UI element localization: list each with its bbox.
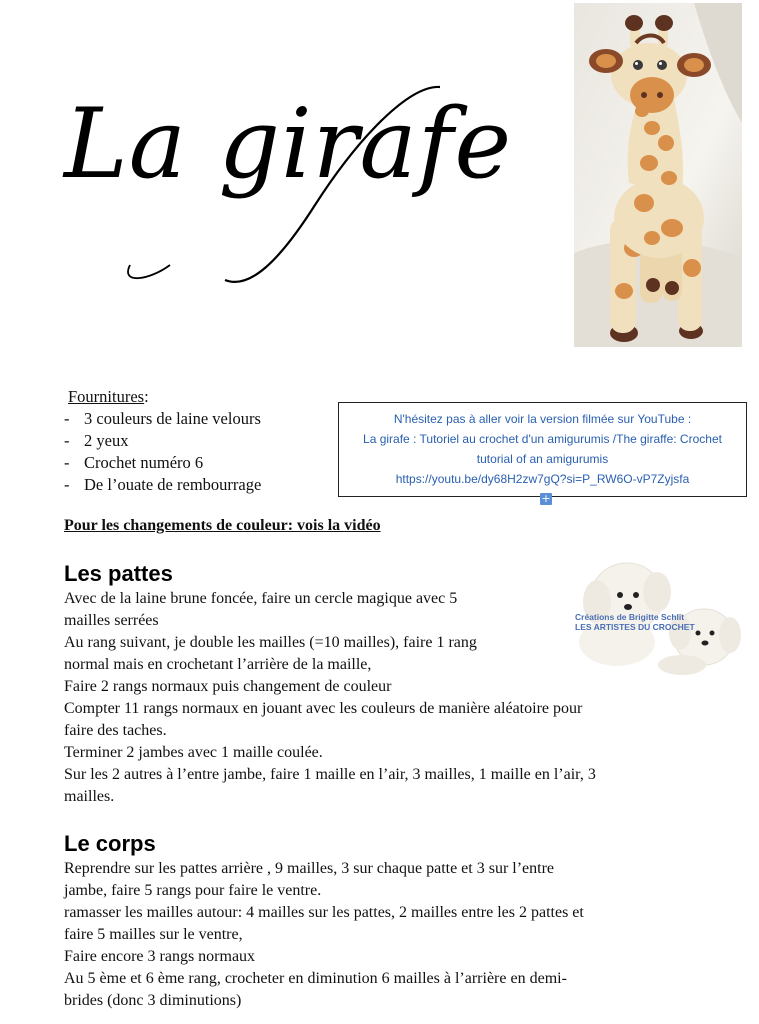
bullet-dash: - [64, 409, 70, 428]
youtube-title-text[interactable]: La girafe : Tutoriel au crochet d'un amigurumis /The giraffe: Crochet tutorial of an amigurumis [363, 432, 722, 466]
section-body-corps [64, 858, 584, 1012]
paragraph-line: Reprendre sur les pattes arrière , 9 mailles, 3 sur chaque patte et 3 sur l’entre [64, 860, 555, 877]
supply-item-label: De l’ouate de rembourrage [84, 475, 262, 494]
paragraph-line: jambe, faire 5 rangs pour faire le ventre. [64, 882, 322, 899]
supplies-heading-line [64, 386, 261, 408]
badge-line-2: LES ARTISTES DU CROCHET [575, 622, 695, 632]
paragraph-line: Terminer 2 jambes avec 1 maille coulée. [64, 744, 323, 761]
title-swash-decoration [110, 75, 470, 305]
paragraph-line: mailles. [64, 788, 115, 805]
bullet-dash: - [64, 431, 70, 450]
paragraph-line: normal mais en crochetant l’arrière de la maille, [64, 656, 372, 673]
supply-item-label: Crochet numéro 6 [84, 453, 204, 472]
list-item [64, 408, 261, 430]
paragraph-line: Avec de la laine brune foncée, faire un cercle magique avec 5 [64, 590, 458, 607]
supply-item-label: 3 couleurs de laine velours [84, 409, 261, 428]
paragraph-line: faire 5 mailles sur le ventre, [64, 926, 243, 943]
youtube-link[interactable]: https://youtu.be/dy68H2zw7gQ?si=P_RW6O-vP7Zyjsfa [395, 472, 690, 486]
paragraph-line: faire des taches. [64, 722, 167, 739]
supplies-heading-colon: : [144, 387, 149, 406]
paragraph-line: Faire 2 rangs normaux puis changement de couleur [64, 678, 392, 695]
section-title-pattes: Les pattes [64, 561, 173, 586]
giraffe-photo [574, 3, 742, 347]
list-item [64, 430, 261, 452]
paragraph-line: mailles serrées [64, 612, 159, 629]
bullet-dash: - [64, 453, 70, 472]
supplies-list [64, 408, 261, 496]
paragraph-line: Sur les 2 autres à l’entre jambe, faire 1 maille en l’air, 3 mailles, 1 maille en l’air, 3 [64, 766, 596, 783]
youtube-intro-text: N'hésitez pas à aller voir la version filmée sur YouTube : [393, 412, 692, 426]
paragraph-line: Au 5 ème et 6 ème rang, crocheter en diminution 6 mailles à l’arrière en demi- [64, 970, 567, 987]
paragraph-line: brides (donc 3 diminutions) [64, 992, 242, 1009]
bullet-dash: - [64, 475, 70, 494]
paragraph-line: Compter 11 rangs normaux en jouant avec les couleurs de manière aléatoire pour [64, 700, 583, 717]
supply-item-label: 2 yeux [84, 431, 129, 450]
section-body-pattes [64, 588, 596, 808]
youtube-info-box [338, 402, 747, 497]
list-item [64, 474, 261, 496]
paragraph-line: ramasser les mailles autour: 4 mailles sur les pattes, 2 mailles entre les 2 pattes et [64, 904, 584, 921]
badge-line-1: Créations de Brigitte Schlit [575, 612, 685, 622]
supplies-heading: Fournitures [68, 387, 145, 406]
paragraph-line: Faire encore 3 rangs normaux [64, 948, 256, 965]
page-title: La girafe [64, 88, 513, 200]
supplies-block [64, 386, 261, 496]
section-title-corps: Le corps [64, 831, 156, 856]
expand-plus-icon[interactable]: + [541, 492, 551, 505]
paragraph-line: Au rang suivant, je double les mailles (=10 mailles), faire 1 rang [64, 634, 477, 651]
color-change-note: Pour les changements de couleur: vois la vidéo [64, 517, 381, 534]
artist-badge-text [575, 612, 695, 632]
list-item [64, 452, 261, 474]
